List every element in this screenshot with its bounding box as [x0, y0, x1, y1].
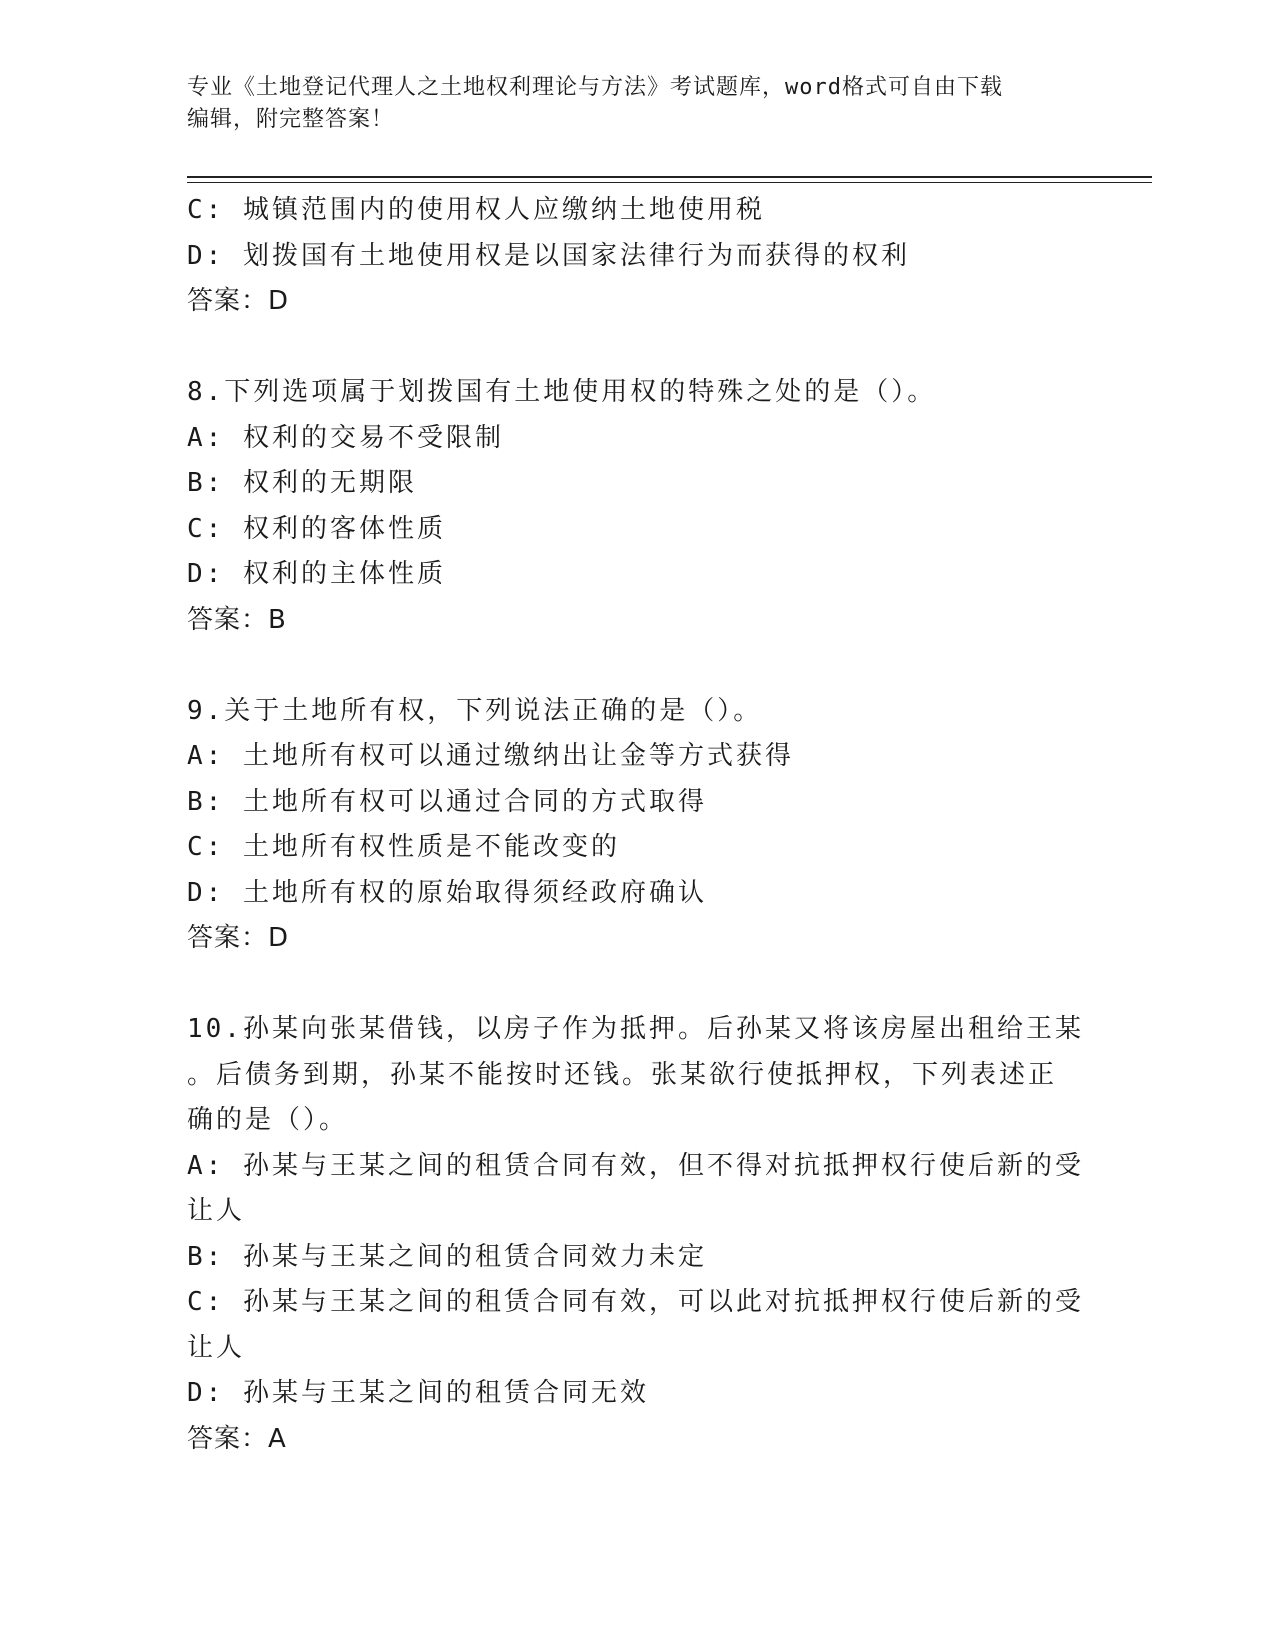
spacer: [187, 325, 1087, 371]
header-line-2: 编辑，附完整答案！: [187, 107, 395, 132]
answer-line: 答案：D: [187, 286, 290, 316]
question-list: [187, 188, 1087, 1462]
question-text: 9.关于土地所有权，下列说法正确的是（）。: [187, 695, 763, 726]
question-text-line-1: 10.孙某向张某借钱，以房子作为抵押。后孙某又将该房屋出租给王某: [187, 1014, 1084, 1044]
answer-line: 答案：B: [187, 604, 287, 635]
option-d: D: 划拨国有土地使用权是以国家法律行为而获得的权利: [187, 240, 910, 271]
spacer: [187, 962, 1087, 1008]
header-divider-thick: [187, 176, 1152, 178]
question-9: [187, 689, 1087, 962]
option-d: D: 土地所有权的原始取得须经政府确认: [187, 877, 707, 908]
spacer: [187, 643, 1087, 689]
option-d: D: 权利的主体性质: [187, 559, 446, 589]
option-b: B: 孙某与王某之间的租赁合同效力未定: [187, 1241, 707, 1272]
option-a-line-2: 让人: [187, 1196, 246, 1226]
option-a: A: 土地所有权可以通过缴纳出让金等方式获得: [187, 741, 794, 771]
option-c: C: 土地所有权性质是不能改变的: [187, 832, 620, 862]
header-line-1: 专业《土地登记代理人之土地权利理论与方法》考试题库，word格式可自由下载: [187, 75, 1003, 100]
option-c: C: 权利的客体性质: [187, 513, 446, 544]
option-c: C: 城镇范围内的使用权人应缴纳土地使用税: [187, 195, 765, 225]
option-d: D: 孙某与王某之间的租赁合同无效: [187, 1378, 649, 1408]
answer-line: 答案：D: [187, 923, 290, 953]
question-text-line-2: 。后债务到期，孙某不能按时还钱。张某欲行使抵押权，下列表述正: [187, 1059, 1058, 1090]
question-7-tail: [187, 188, 1087, 325]
option-a-line-1: A: 孙某与王某之间的租赁合同有效，但不得对抗抵押权行使后新的受: [187, 1150, 1084, 1181]
question-text: 8.下列选项属于划拨国有土地使用权的特殊之处的是（）。: [187, 377, 937, 407]
option-b: B: 权利的无期限: [187, 468, 417, 498]
question-10: [187, 1007, 1087, 1462]
option-c-line-2: 让人: [187, 1332, 246, 1363]
question-text-line-3: 确的是（）。: [187, 1105, 349, 1135]
option-c-line-1: C: 孙某与王某之间的租赁合同有效，可以此对抗抵押权行使后新的受: [187, 1287, 1084, 1317]
answer-line: 答案：A: [187, 1423, 287, 1454]
option-a: A: 权利的交易不受限制: [187, 422, 504, 453]
option-b: B: 土地所有权可以通过合同的方式取得: [187, 786, 707, 817]
document-header: [187, 72, 1087, 136]
header-divider-thin: [187, 182, 1152, 183]
question-8: [187, 370, 1087, 643]
